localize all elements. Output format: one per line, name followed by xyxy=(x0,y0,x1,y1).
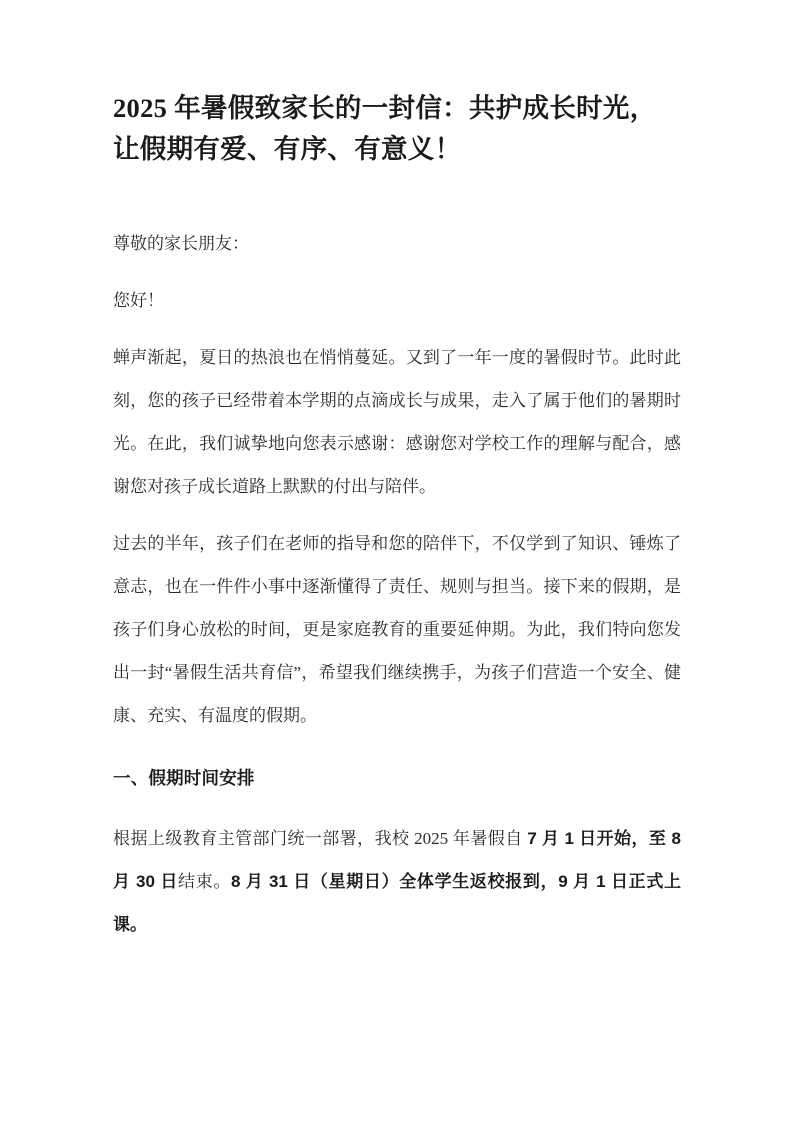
schedule-text-regular-1: 根据上级教育主管部门统一部署，我校 2025 年暑假自 xyxy=(113,829,528,848)
section-heading-holiday-schedule: 一、假期时间安排 xyxy=(113,768,255,788)
body-paragraph-1: 蝉声渐起，夏日的热浪也在悄悄蔓延。又到了一年一度的暑假时节。此时此刻，您的孩子已经带着本学期的点滴成长与成果，走入了属于他们的暑期时光。在此，我们诚挚地向您表示感谢：感谢您对学校工作的理解与配合，感谢您对孩子成长道路上默默的付出与陪伴。 xyxy=(113,348,681,496)
schedule-text-bold-2: 8 月 31 日（星期日）全体学生返校报到，9 月 1 日正式上课。 xyxy=(113,872,682,934)
schedule-text-regular-2: 结束。 xyxy=(178,872,232,891)
document-body xyxy=(113,88,681,946)
title-spacer xyxy=(113,170,681,222)
schedule-text-bold-1: 7 月 1 日开始，至 8 月 30 日 xyxy=(113,829,681,891)
document-title: 2025 年暑假致家长的一封信：共护成长时光，让假期有爱、有序、有意义！ xyxy=(113,93,657,164)
body-paragraph-2: 过去的半年，孩子们在老师的指导和您的陪伴下，不仅学到了知识、锤炼了意志，也在一件件小事中逐渐懂得了责任、规则与担当。接下来的假期，是孩子们身心放松的时间，更是家庭教育的重要延伸期。为此，我们特向您发出一封“暑假生活共育信”，希望我们继续携手，为孩子们营造一个安全、健康、充实、有温度的假期。 xyxy=(113,534,681,725)
schedule-paragraph xyxy=(113,817,681,946)
greeting-hello: 您好！ xyxy=(113,291,164,310)
greeting-salutation: 尊敬的家长朋友： xyxy=(113,234,249,253)
